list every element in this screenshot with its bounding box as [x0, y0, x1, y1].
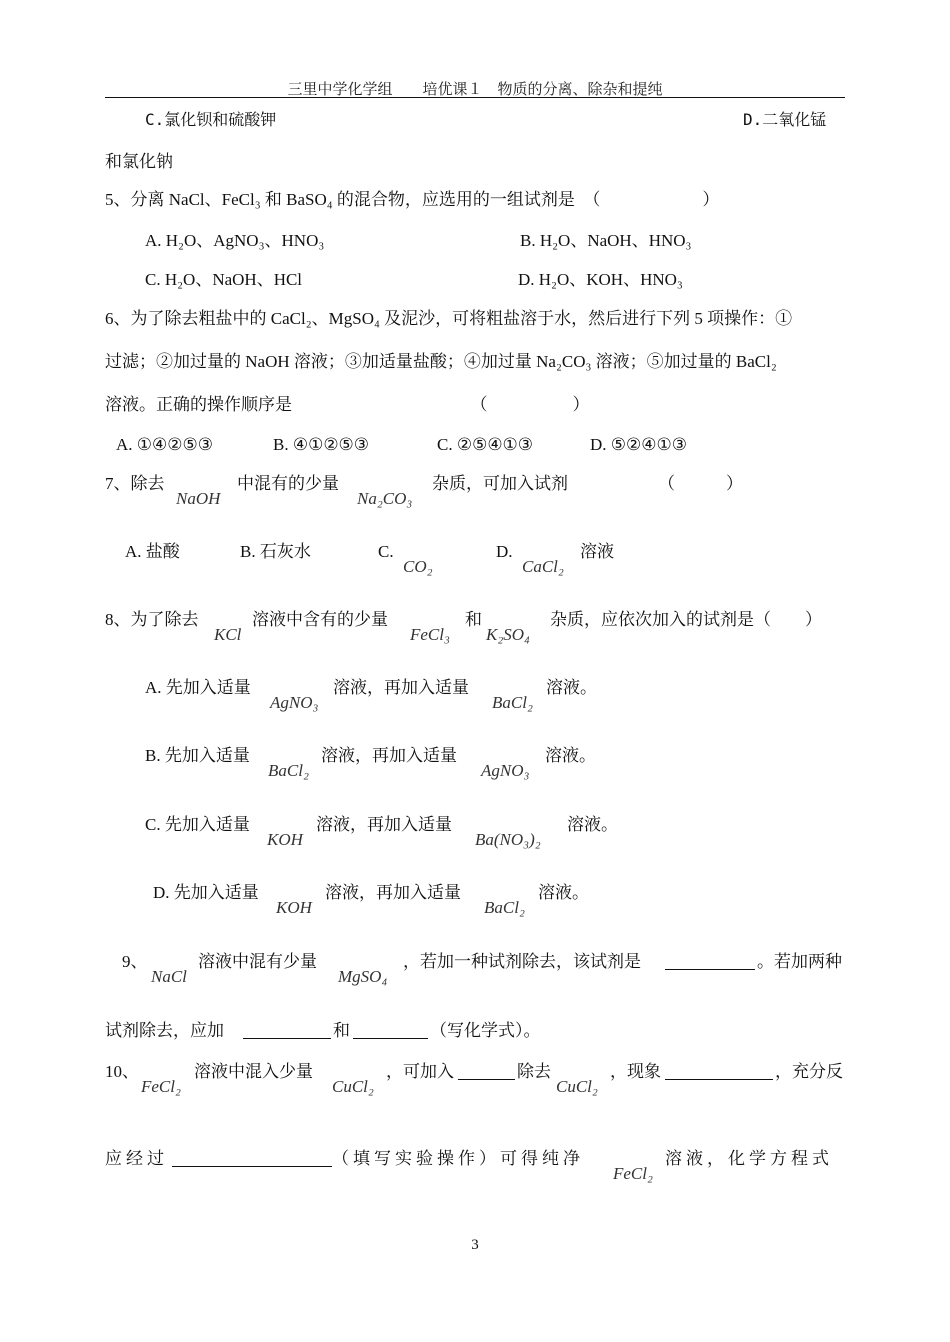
q7-option-d-post: 溶液 — [580, 542, 614, 561]
q7-formula-na2co3: Na₂CO₃ — [357, 489, 413, 508]
q7-option-c-formula: CO₂ — [403, 557, 433, 576]
q10-formula-fecl2: FeCl₂ — [141, 1077, 181, 1096]
q10-answer-blank-3[interactable] — [172, 1150, 332, 1167]
q8-option-d-pre: D. 先加入适量 — [153, 883, 259, 902]
q8-option-c-f2: Ba(NO₃)₂ — [475, 830, 541, 849]
q8-option-a-post: 溶液。 — [546, 678, 597, 697]
q8-post: 杂质，应依次加入的试剂是（ ） — [550, 610, 822, 629]
q9-line2-and: 和 — [333, 1021, 350, 1040]
q8-option-d-post: 溶液。 — [538, 883, 589, 902]
q7-option-d: D. — [496, 542, 513, 561]
q8-option-c-pre: C. 先加入适量 — [145, 815, 250, 834]
q8-option-b-f1: BaCl₂ — [268, 761, 309, 780]
q8-pre: 8、为了除去 — [105, 610, 199, 629]
q10-answer-blank-1[interactable] — [458, 1063, 515, 1080]
q8-mid1: 溶液中含有的少量 — [252, 610, 388, 629]
q9-post1: ，若加一种试剂除去，该试剂是 — [403, 952, 641, 971]
q6-line3: 溶液。正确的操作顺序是 （ ） — [105, 395, 590, 414]
q5-stem: 5、分离 NaCl、FeCl₃ 和 BaSO₄ 的混合物，应选用的一组试剂是 （ ） — [105, 190, 720, 209]
page-number: 3 — [471, 1237, 479, 1253]
q10-post: ，充分反 — [775, 1062, 843, 1081]
q8-option-b-mid: 溶液，再加入适量 — [321, 746, 457, 765]
q6-line2: 过滤；②加过量的 NaOH 溶液；③加适量盐酸；④加过量 Na₂CO₃ 溶液；⑤加过量的 BaCl₂ — [105, 352, 777, 371]
q7-option-c: C. — [378, 542, 394, 561]
q8-option-c-mid: 溶液，再加入适量 — [316, 815, 452, 834]
q8-mid2: 和 — [465, 610, 482, 629]
q10-mid2: ，可加入 — [386, 1062, 454, 1081]
q7-option-b: B. 石灰水 — [240, 542, 311, 561]
q10-answer-blank-2[interactable] — [665, 1063, 773, 1080]
q9-answer-blank-1[interactable] — [665, 953, 755, 970]
q9-formula-nacl: NaCl — [151, 967, 187, 986]
q9-mid: 溶液中混有少量 — [198, 952, 317, 971]
q4-option-c: C.氯化钡和硫酸钾 — [145, 110, 277, 129]
q8-option-a-pre: A. 先加入适量 — [145, 678, 251, 697]
q7-option-d-formula: CaCl₂ — [522, 557, 564, 576]
q6-option-b: B. ④①②⑤③ — [273, 435, 370, 454]
q9-line2-pre: 试剂除去，应加 — [105, 1021, 224, 1040]
q5-option-a: A. H₂O、AgNO₃、HNO₃ — [145, 231, 325, 250]
q10-line2-post: 溶液，化学方程式 — [665, 1149, 833, 1168]
q9-line2-post: （写化学式）。 — [430, 1021, 541, 1040]
q9-answer-blank-3[interactable] — [353, 1022, 428, 1039]
q9-post2: 。若加两种 — [757, 952, 842, 971]
q7-pre: 7、除去 — [105, 474, 165, 493]
q9-answer-blank-2[interactable] — [243, 1022, 331, 1039]
page-header: 三里中学化学组 培优课１ 物质的分离、除杂和提纯 — [287, 82, 663, 98]
q8-option-d-f2: BaCl₂ — [484, 898, 525, 917]
q5-option-c: C. H₂O、NaOH、HCl — [145, 270, 303, 289]
q10-mid1: 溶液中混入少量 — [194, 1062, 313, 1081]
q10-line2-pre: 应经过 — [105, 1149, 168, 1168]
q6-option-d: D. ⑤②④①③ — [590, 435, 687, 454]
q8-option-b-pre: B. 先加入适量 — [145, 746, 250, 765]
q8-option-d-f1: KOH — [276, 898, 312, 917]
q10-mid4: ，现象 — [610, 1062, 661, 1081]
q8-option-a-mid: 溶液，再加入适量 — [333, 678, 469, 697]
q7-formula-naoh: NaOH — [176, 489, 221, 508]
q8-option-a-f2: BaCl₂ — [492, 693, 533, 712]
q8-formula-fecl3: FeCl₃ — [410, 625, 450, 644]
q5-option-d: D. H₂O、KOH、HNO₃ — [518, 270, 683, 289]
q8-option-d-mid: 溶液，再加入适量 — [325, 883, 461, 902]
q4-option-d: D.二氧化锰 — [743, 110, 827, 129]
q7-option-a: A. 盐酸 — [125, 542, 180, 561]
q9-formula-mgso4: MgSO₄ — [338, 967, 388, 986]
q8-option-b-f2: AgNO₃ — [481, 761, 530, 780]
q8-option-b-post: 溶液。 — [545, 746, 596, 765]
q10-formula-cucl2-1: CuCl₂ — [332, 1077, 374, 1096]
q6-option-a: A. ①④②⑤③ — [116, 435, 213, 454]
q10-formula-cucl2-2: CuCl₂ — [556, 1077, 598, 1096]
q7-paren: （ ） — [658, 474, 743, 493]
q4-option-d-cont: 和氯化钠 — [105, 152, 173, 171]
q7-mid: 中混有的少量 — [237, 474, 339, 493]
q8-formula-kcl: KCl — [214, 625, 242, 644]
q10-line2-mid: （填写实验操作）可得纯净 — [332, 1149, 584, 1168]
q8-option-a-f1: AgNO₃ — [270, 693, 319, 712]
q8-option-c-post: 溶液。 — [567, 815, 618, 834]
q10-pre: 10、 — [105, 1062, 139, 1081]
q10-line2-formula-fecl2: FeCl₂ — [613, 1164, 653, 1183]
header-rule — [105, 97, 845, 98]
q10-mid3: 除去 — [517, 1062, 551, 1081]
q8-option-c-f1: KOH — [267, 830, 303, 849]
q9-pre: 9、 — [122, 952, 148, 971]
q6-option-c: C. ②⑤④①③ — [437, 435, 534, 454]
q6-line1: 6、为了除去粗盐中的 CaCl₂、MgSO₄ 及泥沙，可将粗盐溶于水，然后进行下列 5 项操作：① — [105, 309, 793, 328]
q8-formula-k2so4: K₂SO₄ — [486, 625, 530, 644]
q7-post: 杂质，可加入试剂 — [432, 474, 568, 493]
q5-option-b: B. H₂O、NaOH、HNO₃ — [520, 231, 692, 250]
